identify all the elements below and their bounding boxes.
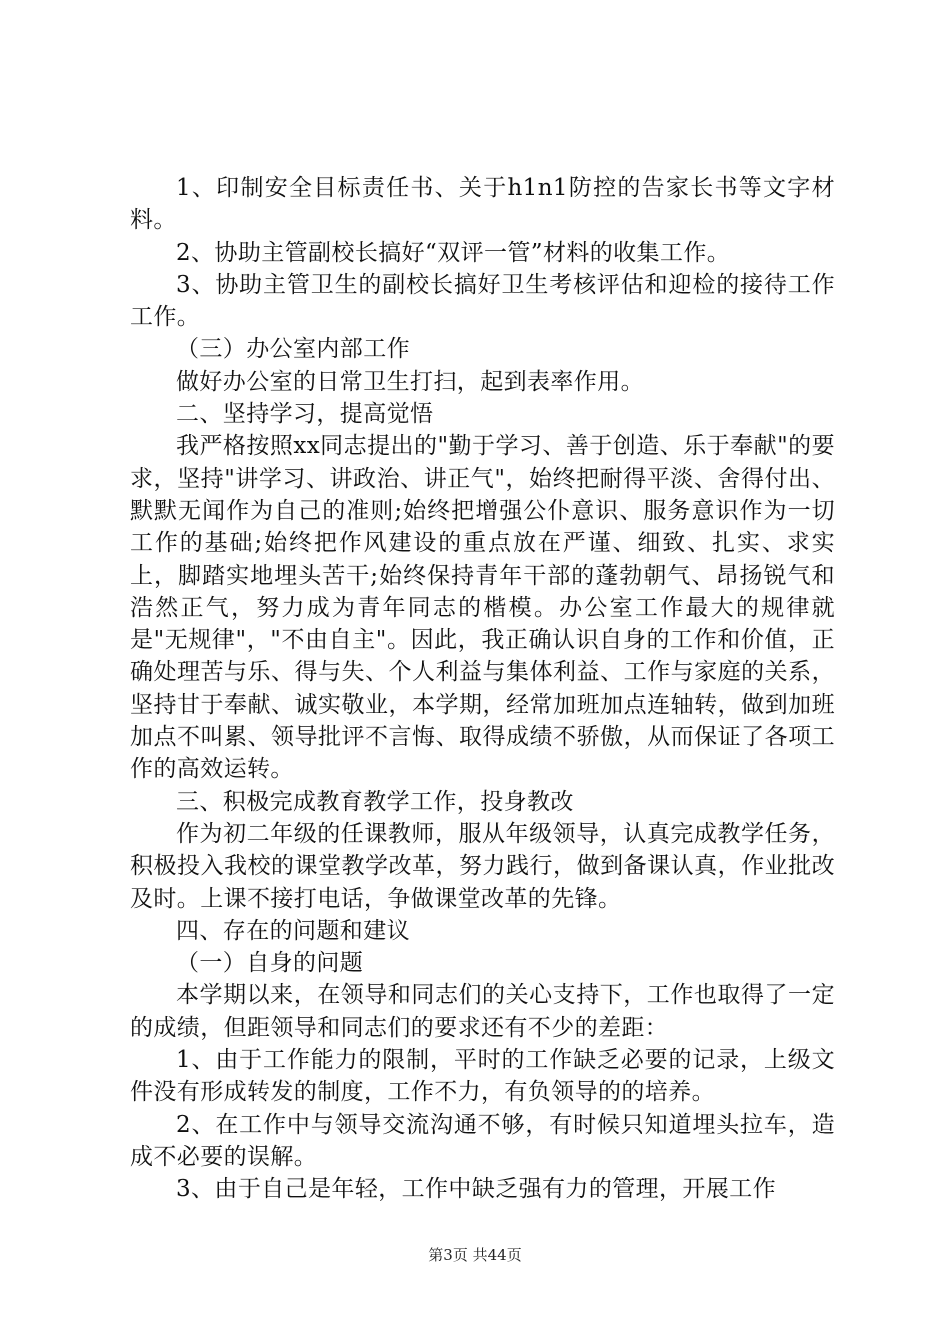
paragraph: 1、印制安全目标责任书、关于h1n1防控的告家长书等文字材料。 [130,175,835,234]
paragraph: 本学期以来，在领导和同志们的关心支持下，工作也取得了一定的成绩，但距领导和同志们的要求还有不少的差距： [130,982,835,1041]
paragraph: 3、协助主管卫生的副校长搞好卫生考核评估和迎检的接待工作工作。 [130,271,835,331]
paragraph: 1、由于工作能力的限制，平时的工作缺乏必要的记录，上级文件没有形成转发的制度，工作不力，有负领导的的培养。 [130,1047,835,1106]
page-number: 第3页 共44页 [428,1246,522,1264]
paragraph: 2、在工作中与领导交流沟通不够，有时候只知道埋头拉车，造成不必要的误解。 [130,1111,835,1170]
document-body [130,172,835,1206]
paragraph: 2、协助主管副校长搞好“双评一管”材料的收集工作。 [176,239,731,266]
paragraph: 做好办公室的日常卫生打扫，起到表率作用。 [176,368,644,395]
paragraph: 我严格按照xx同志提出的"勤于学习、善于创造、乐于奉献"的要求，坚持"讲学习、讲政治、讲正气"，始终把耐得平淡、舍得付出、默默无闻作为自己的准则;始终把增强公仆意识、服务意识作为一切工作的基础;始终把作风建设的重点放在严谨、细致、扎实、求实上，脚踏实地埋头苦干;始终保持青年干部的蓬勃朝气、昂扬锐气和浩然正气，努力成为青年同志的楷模。办公室工作最大的规律就是"无规律"，"不由自主"。因此，我正确认识自身的工作和价值，正确处理苦与乐、得与失、个人利益与集体利益、工作与家庭的关系，坚持甘于奉献、诚实敬业，本学期，经常加班加点连轴转，做到加班加点不叫累、领导批评不言悔、取得成绩不骄傲，从而保证了各项工作的高效运转。 [130,433,835,783]
paragraph: 作为初二年级的任课教师，服从年级领导，认真完成教学任务，积极投入我校的课堂教学改革，努力践行，做到备课认真，作业批改及时。上课不接打电话，争做课堂改革的先锋。 [130,820,835,912]
paragraph: 3、由于自己是年轻，工作中缺乏强有力的管理，开展工作 [176,1176,777,1203]
section-heading: 三、积极完成教育教学工作，投身教改 [176,788,574,815]
section-heading: 二、坚持学习，提高觉悟 [176,401,434,428]
section-heading: （三）办公室内部工作 [176,336,410,363]
subsection-heading: （一）自身的问题 [176,950,364,977]
section-heading: 四、存在的问题和建议 [176,917,410,944]
